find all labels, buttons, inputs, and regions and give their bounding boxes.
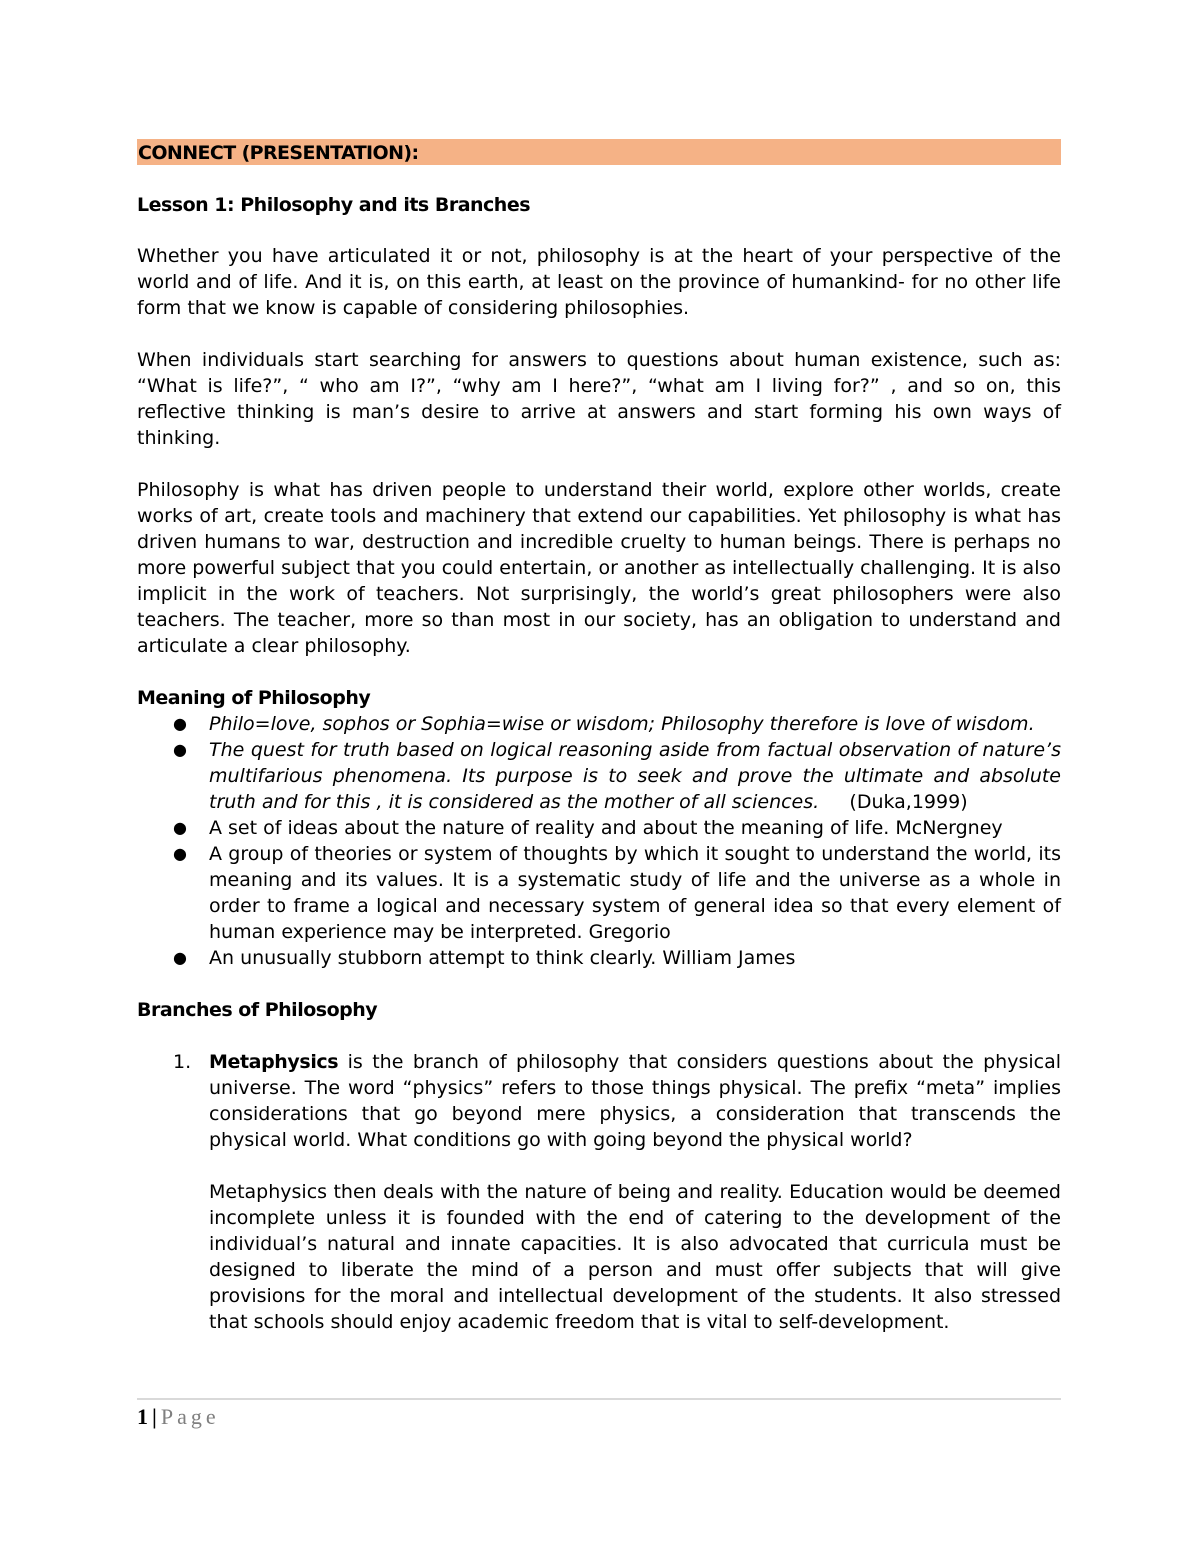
- page-footer: [137, 1403, 220, 1431]
- page-number: 1: [137, 1404, 148, 1429]
- meaning-item: [137, 815, 1061, 841]
- page-label: Page: [160, 1404, 220, 1429]
- footer-divider: [137, 1398, 1061, 1400]
- meaning-item-text: A set of ideas about the nature of reality and about the meaning of life. McNergney: [209, 817, 1003, 839]
- branch-text: is the branch of philosophy that considers questions about the physical universe. The word “physics” refers to those things physical. The prefix “meta” implies considerations that go beyond mere physics, a consideration that transcends the physical world. What conditions go with going beyond the physical world?: [209, 1051, 1061, 1151]
- bullet-icon: ●: [173, 818, 187, 837]
- branch-number: 1.: [173, 1051, 192, 1073]
- section-banner: CONNECT (PRESENTATION):: [137, 139, 1061, 165]
- meaning-item: [137, 841, 1061, 945]
- bullet-icon: ●: [173, 740, 187, 759]
- intro-paragraph-2: When individuals start searching for answers to questions about human existence, such as: “What is life?”, “ who am I?”, “why am I here?”, “what am I living for?” , and so on, this reflective thinking is man’s desire to arrive at answers and start forming his own ways of thinking.: [137, 349, 1061, 449]
- meaning-item-italic: Philo=love, sophos or Sophia=wise or wisdom; Philosophy therefore is love of wisdom.: [209, 713, 1035, 735]
- branch-followup: Metaphysics then deals with the nature of being and reality. Education would be deemed incomplete unless it is founded with the end of catering to the development of the individual’s natural and innate capacities. It is also advocated that curricula must be designed to liberate the mind of a person and must offer subjects that will give provisions for the moral and intellectual development of the students. It also stressed that schools should enjoy academic freedom that is vital to self-development.: [209, 1181, 1061, 1333]
- branches-heading: Branches of Philosophy: [137, 999, 378, 1021]
- footer-separator: |: [152, 1404, 157, 1429]
- branch-definition: [209, 1049, 1061, 1153]
- meaning-item: [137, 711, 1061, 737]
- meaning-item: [137, 737, 1061, 815]
- bullet-icon: ●: [173, 948, 187, 967]
- bullet-icon: ●: [173, 714, 187, 733]
- branch-item: [137, 1049, 1061, 1335]
- meaning-item-text: An unusually stubborn attempt to think clearly. William James: [209, 947, 796, 969]
- branch-term: Metaphysics: [209, 1051, 339, 1073]
- intro-paragraph-1: Whether you have articulated it or not, philosophy is at the heart of your perspective of the world and of life. And it is, on this earth, at least on the province of humankind- for no other life form that we know is capable of considering philosophies.: [137, 245, 1061, 319]
- meaning-item-text: (Duka,1999): [819, 791, 968, 813]
- meaning-list: [137, 711, 1061, 971]
- meaning-heading: Meaning of Philosophy: [137, 687, 371, 709]
- document-page: [137, 139, 1061, 1335]
- branches-list: [137, 1049, 1061, 1335]
- bullet-icon: ●: [173, 844, 187, 863]
- intro-paragraph-3: Philosophy is what has driven people to understand their world, explore other worlds, create works of art, create tools and machinery that extend our capabilities. Yet philosophy is what has driven humans to war, destruction and incredible cruelty to human beings. There is perhaps no more powerful subject that you could entertain, or another as intellectually challenging. It is also implicit in the work of teachers. Not surprisingly, the world’s great philosophers were also teachers. The teacher, more so than most in our society, has an obligation to understand and articulate a clear philosophy.: [137, 479, 1061, 657]
- meaning-item: [137, 945, 1061, 971]
- lesson-title: Lesson 1: Philosophy and its Branches: [137, 194, 531, 216]
- meaning-item-italic: The quest for truth based on logical reasoning aside from factual observation of nature’s multifarious phenomena. Its purpose is to seek and prove the ultimate and absolute truth and for this , it is considered as the mother of all sciences.: [209, 739, 1061, 813]
- meaning-item-text: A group of theories or system of thoughts by which it sought to understand the world, its meaning and its values. It is a systematic study of life and the universe as a whole in order to frame a logical and necessary system of general idea so that every element of human experience may be interpreted. Gregorio: [209, 843, 1061, 943]
